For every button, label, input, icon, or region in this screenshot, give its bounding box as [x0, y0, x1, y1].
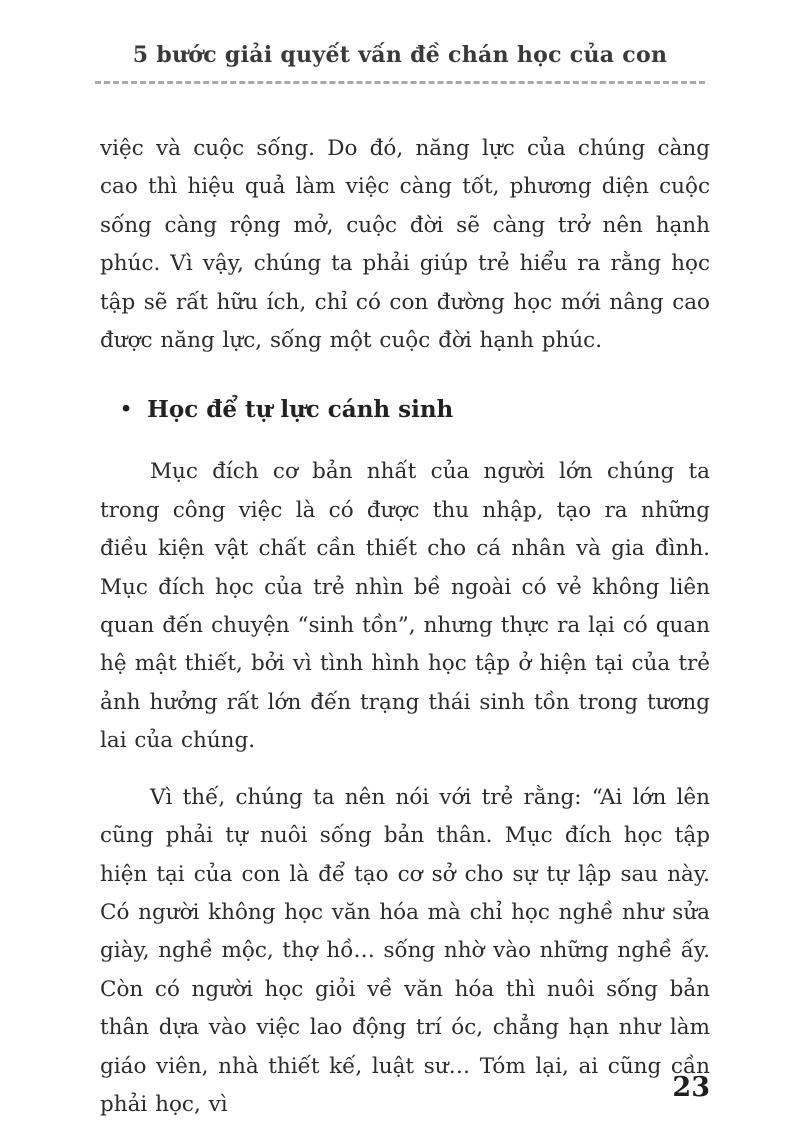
- page-number: 23: [672, 1072, 710, 1103]
- paragraph-3: Vì thế, chúng ta nên nói với trẻ rằng: “Ai lớn lên cũng phải tự nuôi sống bản thân. Mục đích học tập hiện tại của con là để tạo cơ sở cho sự tự lập sau này. Có người không học văn hóa mà chỉ học nghề như sửa giày, nghề mộc, thợ hồ… sống nhờ vào những nghề ấy. Còn có người học giỏi về văn hóa thì nuôi sống bản thân dựa vào việc lao động trí óc, chẳng hạn như làm giáo viên, nhà thiết kế, luật sư… Tóm lại, ai cũng cần phải học, vì: [100, 784, 710, 1117]
- running-header-title: 5 bước giải quyết vấn đề chán học của con: [132, 42, 668, 68]
- page-header: [0, 0, 800, 84]
- section-heading-text: Học để tự lực cánh sinh: [147, 396, 454, 424]
- paragraph-continuation: việc và cuộc sống. Do đó, năng lực của chúng càng cao thì hiệu quả làm việc càng tốt, phương diện cuộc sống càng rộng mở, cuộc đời sẽ càng trở nên hạnh phúc. Vì vậy, chúng ta phải giúp trẻ hiểu ra rằng học tập sẽ rất hữu ích, chỉ có con đường học mới nâng cao được năng lực, sống một cuộc đời hạnh phúc.: [100, 136, 710, 354]
- bullet-icon: •: [120, 398, 133, 421]
- section-heading: [120, 396, 710, 423]
- paragraph-2: Mục đích cơ bản nhất của người lớn chúng ta trong công việc là có được thu nhập, tạo ra những điều kiện vật chất cần thiết cho cá nhân và gia đình. Mục đích học của trẻ nhìn bề ngoài có vẻ không liên quan đến chuyện “sinh tồn”, nhưng thực ra lại có quan hệ mật thiết, bởi vì tình hình học tập ở hiện tại của trẻ ảnh hưởng rất lớn đến trạng thái sinh tồn trong tương lai của chúng.: [100, 459, 710, 754]
- body-text-block: [0, 84, 800, 1124]
